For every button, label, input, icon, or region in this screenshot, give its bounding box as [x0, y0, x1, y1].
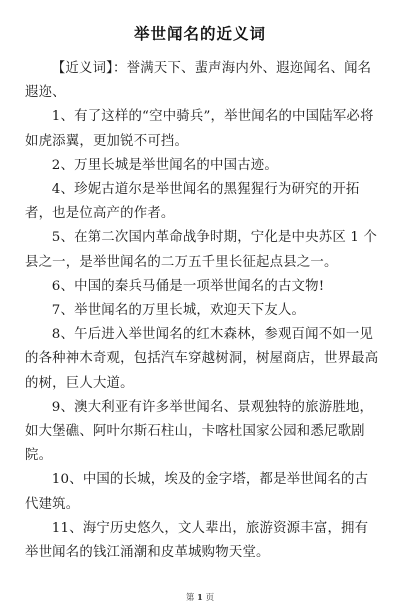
example-sentence-10: 10、中国的长城，埃及的金字塔，都是举世闻名的古代建筑。	[25, 472, 369, 512]
example-sentence-11: 11、海宁历史悠久，文人辈出，旅游资源丰富，拥有举世闻名的钱江涌潮和皮革城购物天堂。	[25, 520, 369, 561]
document-title: 举世闻名的近义词	[133, 25, 266, 43]
synonym-paragraph: 【近义词】：誉满天下、蜚声海内外、遐迩闻名、闻名遐迩、	[25, 61, 372, 101]
page-number-suffix: 页	[205, 593, 215, 603]
example-sentence-4: 4、珍妮古道尔是举世闻名的黑猩猩行为研究的开拓者，也是位高产的作者。	[25, 182, 360, 222]
page-number-prefix: 第	[185, 593, 195, 603]
example-sentence-1: 1、有了这样的“空中骑兵”，举世闻名的中国陆军必将如虎添翼，更加锐不可挡。	[25, 109, 374, 149]
example-sentence-2: 2、万里长城是举世闻名的中国古迹。	[51, 157, 278, 173]
example-sentence-5: 5、在第二次国内革命战争时期，宁化是中央苏区 1 个县之一，是举世闻名的二万五千里长征起点县之一。	[25, 230, 378, 270]
example-sentence-6: 6、中国的秦兵马俑是一项举世闻名的古文物!	[51, 278, 325, 294]
example-sentence-7: 7、举世闻名的万里长城，欢迎天下友人。	[51, 303, 306, 319]
page-number: 1	[197, 593, 203, 603]
document-body	[25, 57, 381, 565]
example-sentence-8: 8、午后进入举世闻名的红木森林，参观百闻不如一见的各种神木奇观，包括汽车穿越树洞，树屋商店，世界最高的树，巨人大道。	[25, 327, 379, 391]
example-sentence-9: 9、澳大利亚有许多举世闻名、景观独特的旅游胜地，如大堡礁、阿叶尔斯石柱山，卡喀杜国家公园和悉尼歌剧院。	[25, 399, 374, 464]
page-footer	[0, 592, 400, 604]
